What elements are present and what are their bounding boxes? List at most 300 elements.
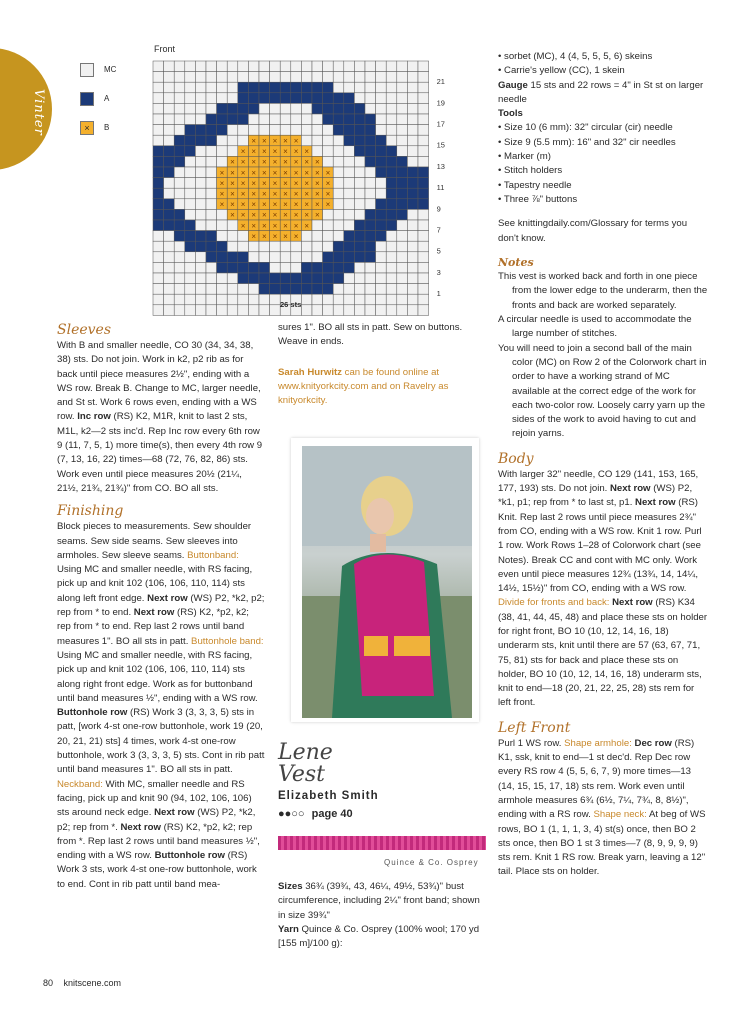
chart-cell	[323, 262, 334, 273]
chart-cell	[174, 72, 185, 83]
chart-cell	[333, 178, 344, 189]
chart-cell-mark: ×	[283, 136, 288, 146]
chart-cell	[344, 167, 355, 178]
chart-cell	[174, 167, 185, 178]
chart-cell	[333, 146, 344, 157]
body-text: With larger 32" needle, CO 129 (141, 153, 165, 177, 193) sts. Do not join. Next row (WS) P2, *k1, p1; rep from * to last st, p1. Next row (RS) Knit. Rep last 2 rows until piece measures 2¾" from CO, ending with a WS row. Knit 1 row. Purl 1 row. Work Rows 1–28 of Colorwork chart (see Notes). Break CC and cont with MC only. Work even until piece measures 12¾ (13¾, 14, 14¼, 14½, 15½)" from CO, ending with a WS row. Divide for fronts and back: Next row (RS) K34 (38, 41, 44, 45, 48) and place these sts on holder for right front, BO 10 (10, 12, 14, 16, 18) underarm sts, knit until there are 57 (63, 67, 71, 75, 81) sts for back and place these sts on holder, BO 10 (10, 12, 14, 16, 18) underarm sts, knit to end—18 (20, 21, 22, 25, 28) sts rem for left front.	[498, 468, 708, 709]
chart-cell	[397, 61, 408, 72]
chart-cell	[280, 252, 291, 263]
chart-row-number: 17	[436, 119, 445, 129]
chart-cell-mark: ×	[230, 200, 235, 210]
chart-cell-mark: ×	[314, 168, 320, 178]
tool-item: • Tapestry needle	[498, 179, 572, 191]
chart-cell	[397, 114, 408, 125]
chart-cell	[185, 209, 196, 220]
chart-cell	[312, 273, 323, 284]
pattern-title-line1: Lene	[278, 740, 333, 765]
chart-cell	[301, 262, 312, 273]
chart-cell	[185, 252, 196, 263]
chart-cell-mark: ×	[251, 147, 257, 157]
chart-cell	[312, 146, 323, 157]
chart-cell-mark: ×	[283, 200, 288, 210]
chart-cell	[206, 231, 217, 242]
chart-cell	[185, 156, 196, 167]
chart-cell	[333, 273, 344, 284]
chart-cell	[312, 82, 323, 93]
chart-cell	[344, 146, 355, 157]
chart-cell	[217, 72, 228, 83]
chart-cell	[344, 103, 355, 114]
chart-cell	[418, 103, 429, 114]
chart-cell	[365, 125, 376, 136]
chart-cell	[407, 93, 418, 104]
chart-cell	[174, 114, 185, 125]
chart-cell-mark: ×	[304, 168, 310, 178]
chart-cell	[153, 252, 164, 263]
chart-cell	[354, 72, 365, 83]
chart-cell	[164, 125, 175, 136]
chart-cell	[248, 114, 259, 125]
chart-cell	[227, 273, 238, 284]
chart-cell	[217, 146, 228, 157]
chart-cell	[217, 305, 228, 316]
chart-cell	[153, 241, 164, 252]
chart-cell	[227, 135, 238, 146]
chart-cell-mark: ×	[251, 231, 257, 241]
chart-cell-mark: ×	[283, 221, 288, 231]
chart-cell	[376, 146, 387, 157]
chart-cell	[333, 167, 344, 178]
chart-row-number: 9	[436, 204, 441, 214]
chart-cell-mark: ×	[272, 200, 278, 210]
chart-cell	[206, 241, 217, 252]
chart-cell	[153, 61, 164, 72]
chart-cell	[153, 125, 164, 136]
chart-cell	[376, 156, 387, 167]
chart-cell	[174, 199, 185, 210]
chart-cell	[206, 284, 217, 295]
footer-site: knitscene.com	[63, 978, 122, 988]
chart-cell	[174, 156, 185, 167]
chart-cell	[153, 82, 164, 93]
chart-cell	[397, 209, 408, 220]
tool-item: • Stitch holders	[498, 165, 563, 177]
chart-cell-mark: ×	[240, 221, 246, 231]
chart-cell	[407, 220, 418, 231]
chart-cell	[280, 72, 291, 83]
chart-cell	[153, 262, 164, 273]
chart-cell	[153, 231, 164, 242]
chart-cell	[195, 188, 206, 199]
chart-cell	[206, 178, 217, 189]
chart-cell	[164, 284, 175, 295]
chart-cell	[386, 294, 397, 305]
chart-cell	[376, 209, 387, 220]
pattern-designer: Elizabeth Smith	[278, 790, 379, 802]
chart-cell	[344, 72, 355, 83]
chart-cell-mark: ×	[261, 147, 267, 157]
chart-cell-mark: ×	[240, 168, 246, 178]
chart-cell-mark: ×	[304, 189, 310, 199]
yarn-color-1: • sorbet (MC), 4 (4, 5, 5, 5, 6) skeins	[498, 51, 653, 62]
chart-cell	[376, 72, 387, 83]
chart-cell	[164, 82, 175, 93]
chart-cell-mark: ×	[272, 189, 278, 199]
chart-cell	[195, 284, 206, 295]
chart-cell	[407, 252, 418, 263]
chart-cell	[407, 167, 418, 178]
finishing-heading: Finishing	[57, 503, 124, 520]
chart-cell-mark: ×	[240, 189, 246, 199]
chart-cell	[259, 61, 270, 72]
chart-cell	[397, 284, 408, 295]
chart-cell	[164, 135, 175, 146]
chart-cell	[407, 231, 418, 242]
chart-cell	[259, 305, 270, 316]
note-item: This vest is worked back and forth in one piece from the lower edge to the underarm, then the fronts and back are worked separately.	[498, 271, 708, 311]
chart-cell	[418, 220, 429, 231]
chart-cell-mark: ×	[293, 157, 299, 167]
chart-cell	[407, 156, 418, 167]
chart-cell-mark: ×	[293, 200, 299, 210]
chart-cell	[185, 125, 196, 136]
chart-row-number: 7	[436, 225, 441, 235]
chart-cell	[185, 241, 196, 252]
chart-cell	[312, 284, 323, 295]
chart-cell-mark: ×	[219, 168, 225, 178]
chart-cell	[323, 209, 334, 220]
chart-cell	[185, 82, 196, 93]
chart-cell	[418, 284, 429, 295]
chart-cell	[365, 262, 376, 273]
right-column	[498, 50, 708, 880]
chart-cell	[397, 146, 408, 157]
chart-cell	[365, 231, 376, 242]
chart-cell-mark: ×	[325, 200, 331, 210]
chart-row-number: 21	[436, 77, 445, 87]
chart-cell	[418, 82, 429, 93]
chart-cell	[217, 61, 228, 72]
chart-cell	[418, 146, 429, 157]
chart-cell	[333, 284, 344, 295]
chart-cell	[174, 146, 185, 157]
chart-cell-mark: ×	[219, 200, 225, 210]
chart-cell	[174, 294, 185, 305]
difficulty-dots: ●●○○	[278, 808, 305, 820]
chart-cell	[248, 262, 259, 273]
chart-row-number: 1	[436, 289, 441, 299]
chart-cell-mark: ×	[261, 157, 267, 167]
chart-cell	[164, 146, 175, 157]
chart-cell-mark: ×	[219, 189, 225, 199]
chart-cell	[174, 93, 185, 104]
chart-cell	[418, 188, 429, 199]
chart-cell	[344, 114, 355, 125]
chart-cell	[344, 209, 355, 220]
chart-cell	[238, 262, 249, 273]
chart-cell	[238, 103, 249, 114]
sleeves-text: With B and smaller needle, CO 30 (34, 34, 38, 38) sts. Do not join. Work in k2, p2 rib as for back until piece measures 2½", ending with a WS row. Break B. Change to MC, larger needle, and St st. Work 6 rows even, ending with a WS row. Inc row (RS) K2, M1R, knit to last 2 sts, M1L, k2—2 sts inc'd. Rep Inc row every 6th row 9 (11, 7, 5, 1) more time(s), then every 4th row 9 (7, 13, 16, 22) times—68 (72, 76, 82, 86) sts. Work even until piece measures 20½ (21¼, 21½, 21¾, 21¾)" from CO. BO all sts.	[57, 340, 263, 494]
model-photo	[302, 446, 472, 718]
chart-cell	[354, 220, 365, 231]
legend-b	[80, 121, 140, 139]
chart-cell	[354, 294, 365, 305]
chart-cell-mark: ×	[293, 231, 299, 241]
chart-cell-mark: ×	[240, 147, 246, 157]
chart-cell	[217, 273, 228, 284]
chart-cell	[312, 72, 323, 83]
chart-cell-mark: ×	[283, 157, 288, 167]
chart-cell	[397, 241, 408, 252]
chart-cell	[174, 125, 185, 136]
chart-cell-mark: ×	[219, 178, 225, 188]
chart-cell-mark: ×	[304, 221, 310, 231]
chart-cell	[195, 273, 206, 284]
chart-cell	[195, 82, 206, 93]
chart-cell-mark: ×	[272, 210, 278, 220]
chart-cell	[386, 220, 397, 231]
chart-cell	[164, 61, 175, 72]
chart-cell	[206, 188, 217, 199]
chart-cell	[206, 135, 217, 146]
chart-cell	[301, 61, 312, 72]
chart-cell	[280, 241, 291, 252]
chart-cell	[344, 294, 355, 305]
chart-cell	[248, 72, 259, 83]
chart-cell	[217, 135, 228, 146]
chart-cell	[333, 305, 344, 316]
yarn-text: Yarn Quince & Co. Osprey (100% wool; 170 yd [155 m]/100 g):	[278, 923, 480, 950]
chart-cell	[270, 72, 281, 83]
chart-cell	[206, 103, 217, 114]
chart-cell	[217, 294, 228, 305]
chart-cell	[227, 252, 238, 263]
chart-cell	[386, 199, 397, 210]
legend-a	[80, 92, 140, 110]
chart-cell	[376, 114, 387, 125]
chart-cell	[259, 72, 270, 83]
chart-cell-mark: ×	[251, 157, 257, 167]
model-illustration	[302, 446, 472, 718]
chart-cell	[227, 294, 238, 305]
chart-cell	[280, 125, 291, 136]
chart-cell-mark: ×	[230, 178, 235, 188]
chart-cell-mark: ×	[272, 136, 278, 146]
chart-cell-mark: ×	[314, 210, 320, 220]
chart-cell	[333, 82, 344, 93]
chart-cell-mark: ×	[251, 136, 257, 146]
chart-cell	[376, 305, 387, 316]
chart-cell-mark: ×	[230, 189, 235, 199]
chart-cell	[153, 284, 164, 295]
chart-cell	[376, 252, 387, 263]
chart-cell	[259, 114, 270, 125]
chart-cell	[407, 284, 418, 295]
chart-cell	[333, 252, 344, 263]
chart-cell	[238, 231, 249, 242]
chart-cell	[206, 82, 217, 93]
yarn-color-2: • Carrie's yellow (CC), 1 skein	[498, 65, 625, 77]
chart-cell	[301, 231, 312, 242]
chart-cell	[270, 241, 281, 252]
chart-cell	[164, 294, 175, 305]
chart-cell	[238, 135, 249, 146]
chart-cell	[206, 305, 217, 316]
chart-cell	[354, 103, 365, 114]
chart-cell	[195, 135, 206, 146]
chart-cell	[164, 273, 175, 284]
chart-cell	[418, 156, 429, 167]
chart-cell	[259, 103, 270, 114]
tool-item: • Marker (m)	[498, 151, 551, 163]
chart-row-number: 19	[436, 98, 445, 108]
chart-cell	[407, 209, 418, 220]
chart-cell	[259, 252, 270, 263]
chart-cell	[386, 284, 397, 295]
chart-cell	[323, 294, 334, 305]
chart-cell	[164, 305, 175, 316]
chart-cell	[270, 82, 281, 93]
chart-cell	[301, 114, 312, 125]
chart-cell	[174, 135, 185, 146]
chart-cell	[185, 178, 196, 189]
chart-cell	[323, 146, 334, 157]
chart-cell	[354, 93, 365, 104]
chart-cell	[312, 93, 323, 104]
chart-cell-mark: ×	[283, 147, 288, 157]
chart-cell	[291, 114, 302, 125]
chart-cell	[164, 252, 175, 263]
chart-cell	[301, 273, 312, 284]
chart-cell	[344, 135, 355, 146]
chart-cell	[259, 294, 270, 305]
chart-cell	[280, 61, 291, 72]
chart-cell	[344, 178, 355, 189]
chart-cell	[407, 114, 418, 125]
chart-cell	[259, 93, 270, 104]
chart-cell	[227, 72, 238, 83]
chart-cell	[407, 135, 418, 146]
chart-cell	[376, 220, 387, 231]
chart-cell	[365, 61, 376, 72]
chart-cell	[386, 114, 397, 125]
chart-cell	[376, 93, 387, 104]
chart-cell	[354, 146, 365, 157]
chart-cell	[164, 209, 175, 220]
chart-cell	[301, 93, 312, 104]
chart-cell	[206, 252, 217, 263]
chart-cell	[217, 103, 228, 114]
middle-column-top	[278, 321, 486, 408]
legend-mc	[80, 63, 140, 81]
chart-cell	[280, 273, 291, 284]
chart-cell	[270, 125, 281, 136]
chart-cell	[185, 61, 196, 72]
chart-cell	[280, 82, 291, 93]
chart-cell	[418, 167, 429, 178]
chart-cell	[270, 273, 281, 284]
chart-cell	[153, 294, 164, 305]
chart-cell	[365, 103, 376, 114]
chart-cell	[248, 273, 259, 284]
chart-cell	[418, 178, 429, 189]
chart-cell	[174, 284, 185, 295]
chart-cell	[164, 156, 175, 167]
chart-cell	[185, 294, 196, 305]
chart-cell-mark: ×	[272, 147, 278, 157]
chart-cell	[365, 135, 376, 146]
chart-cell	[270, 252, 281, 263]
chart-cell	[195, 125, 206, 136]
chart-cell	[195, 61, 206, 72]
chart-cell	[397, 305, 408, 316]
chart-cell	[333, 231, 344, 242]
chart-cell	[164, 72, 175, 83]
chart-cell	[344, 220, 355, 231]
chart-cell	[397, 93, 408, 104]
chart-cell	[164, 103, 175, 114]
chart-cell	[397, 262, 408, 273]
chart-cell	[291, 241, 302, 252]
chart-cell	[270, 114, 281, 125]
chart-cell-mark: ×	[261, 231, 267, 241]
chart-cell	[174, 209, 185, 220]
chart-cell	[291, 273, 302, 284]
chart-cell	[312, 114, 323, 125]
chart-cell	[365, 146, 376, 157]
chart-cell	[376, 82, 387, 93]
chart-cell	[195, 156, 206, 167]
chart-cell	[397, 273, 408, 284]
chart-cell-mark: ×	[304, 147, 310, 157]
chart-cell	[354, 156, 365, 167]
chart-cell	[407, 294, 418, 305]
chart-cell	[365, 209, 376, 220]
chart-cell	[397, 178, 408, 189]
chart-cell-mark: ×	[293, 221, 299, 231]
chart-cell	[195, 114, 206, 125]
chart-cell	[291, 252, 302, 263]
chart-cell	[323, 231, 334, 242]
chart-cell	[376, 262, 387, 273]
chart-cell	[153, 178, 164, 189]
chart-cell	[386, 209, 397, 220]
chart-cell	[248, 252, 259, 263]
chart-cell	[185, 284, 196, 295]
chart-cell	[376, 231, 387, 242]
left-front-text: Purl 1 WS row. Shape armhole: Dec row (RS) K1, ssk, knit to end—1 st dec'd. Rep Dec row every RS row 4 (5, 5, 6, 7, 9) more times—13 (14, 15, 15, 17, 18) sts rem. Work even until armhole measures 6¾ (6½, 7¼, 7¾, 8, 8½)", ending with a RS row. Shape neck: At beg of WS rows, BO 1 (1, 1, 1, 3, 4) st(s) once, then BO 2 sts once, then BO 1 st 3 times—7 (8, 9, 9, 9, 9) sts rem. Knit 1 RS row. Break yarn, leaving a 12" tail. Place sts on holder.	[498, 737, 706, 878]
chart-cell	[312, 252, 323, 263]
chart-cell	[217, 262, 228, 273]
chart-cell	[397, 125, 408, 136]
chart-cell	[312, 262, 323, 273]
chart-cell	[407, 178, 418, 189]
pattern-title-line2: Vest	[278, 762, 326, 787]
chart-cell	[227, 93, 238, 104]
chart-cell	[397, 220, 408, 231]
chart-cell	[301, 135, 312, 146]
chart-cell	[280, 284, 291, 295]
chart-cell	[365, 284, 376, 295]
chart-cell	[397, 188, 408, 199]
chart-cell	[227, 114, 238, 125]
chart-cell-mark: ×	[283, 189, 288, 199]
chart-cell	[376, 294, 387, 305]
chart-cell	[248, 82, 259, 93]
chart-cell	[185, 220, 196, 231]
chart-cell	[312, 61, 323, 72]
chart-cell	[227, 262, 238, 273]
